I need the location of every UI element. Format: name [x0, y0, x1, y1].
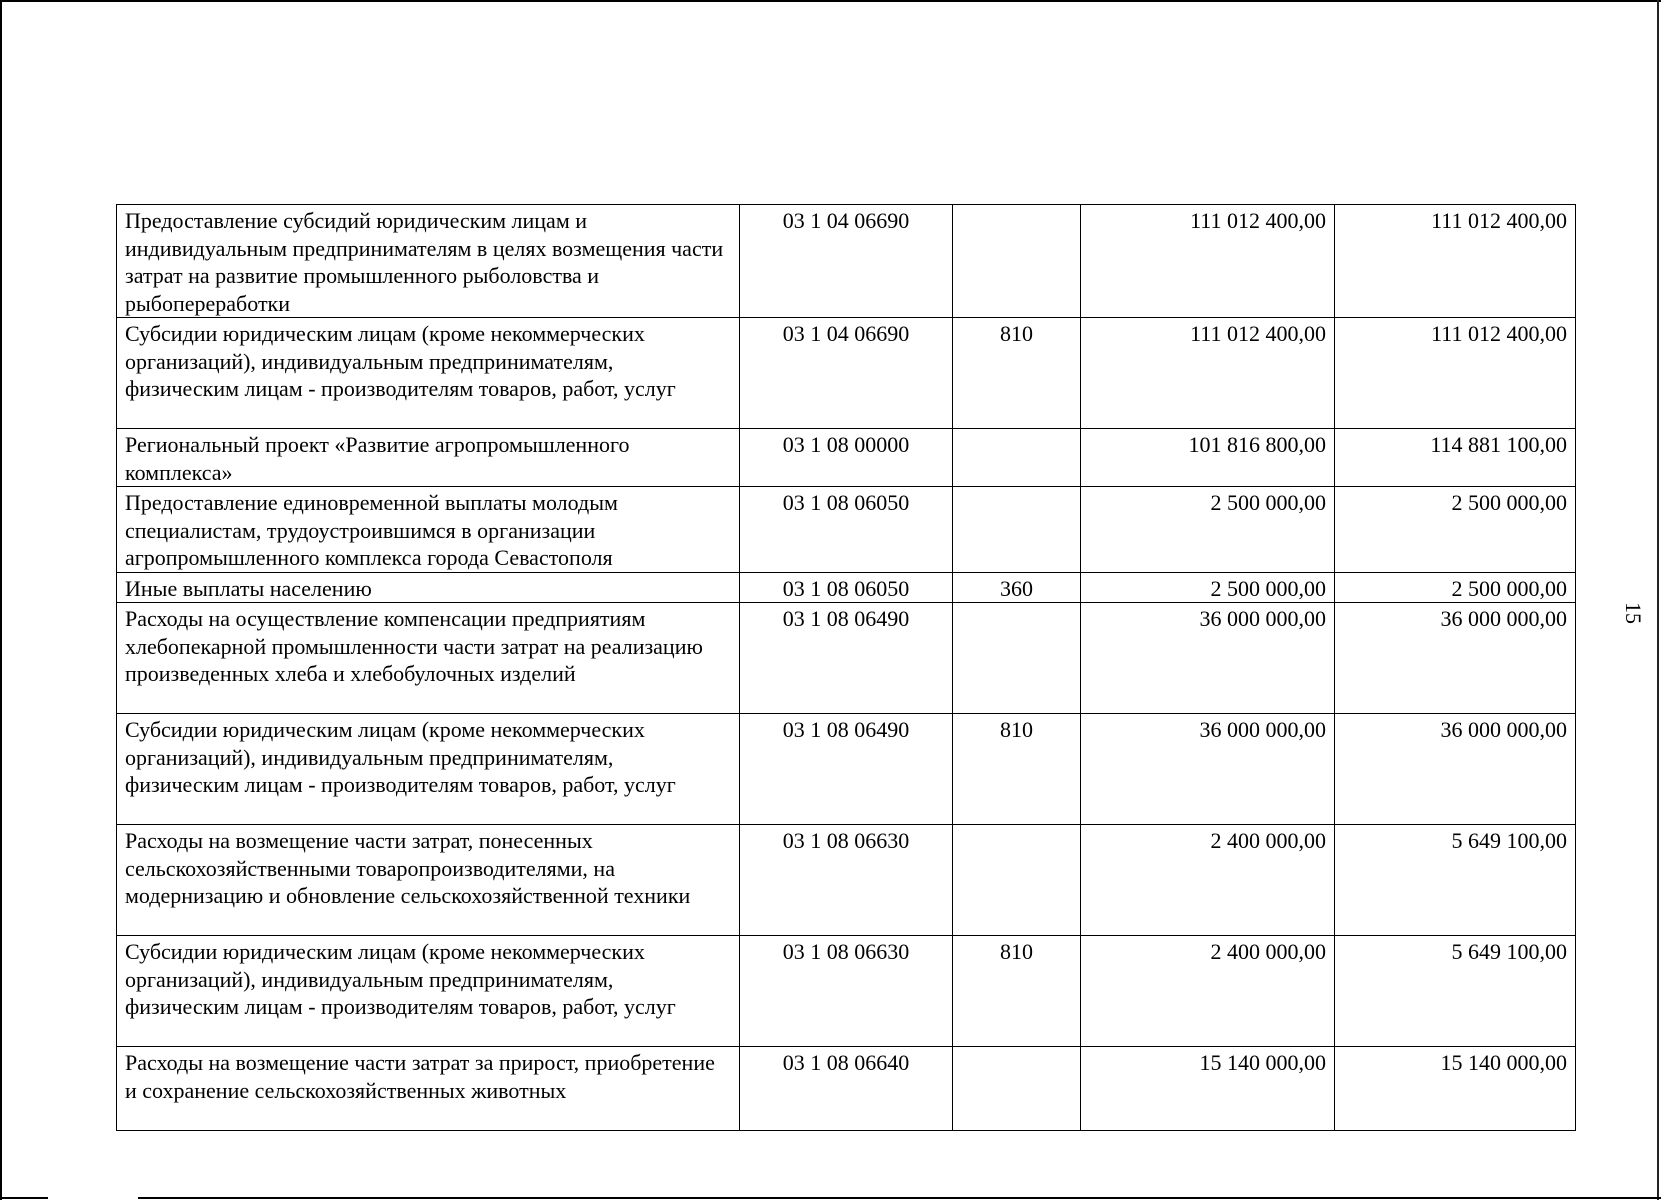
row-amount-2: 36 000 000,00 — [1335, 603, 1576, 714]
row-name: Субсидии юридическим лицам (кроме некоммерческих организаций), индивидуальным предпринимателям, физическим лицам - производителям товаров, работ, услуг — [117, 714, 740, 825]
table-row — [117, 936, 1576, 1047]
row-code: 03 1 08 06490 — [740, 603, 953, 714]
row-expense-type — [953, 1047, 1081, 1131]
row-name: Иные выплаты населению — [117, 572, 740, 603]
table-row — [117, 318, 1576, 429]
row-name: Субсидии юридическим лицам (кроме некоммерческих организаций), индивидуальным предпринимателям, физическим лицам - производителям товаров, работ, услуг — [117, 936, 740, 1047]
table-row — [117, 572, 1576, 603]
row-code: 03 1 08 06630 — [740, 825, 953, 936]
scan-edge-left — [0, 0, 2, 1200]
row-amount-2: 2 500 000,00 — [1335, 572, 1576, 603]
row-amount-2: 111 012 400,00 — [1335, 318, 1576, 429]
row-expense-type — [953, 205, 1081, 318]
budget-table — [116, 204, 1576, 1131]
row-amount-1: 2 400 000,00 — [1081, 936, 1335, 1047]
row-expense-type: 810 — [953, 714, 1081, 825]
row-amount-2: 5 649 100,00 — [1335, 825, 1576, 936]
scan-edge-bottom-left — [0, 1197, 48, 1199]
row-amount-2: 114 881 100,00 — [1335, 429, 1576, 487]
row-code: 03 1 04 06690 — [740, 205, 953, 318]
row-code: 03 1 08 00000 — [740, 429, 953, 487]
row-amount-2: 5 649 100,00 — [1335, 936, 1576, 1047]
row-name: Субсидии юридическим лицам (кроме некоммерческих организаций), индивидуальным предпринимателям, физическим лицам - производителям товаров, работ, услуг — [117, 318, 740, 429]
row-amount-2: 2 500 000,00 — [1335, 487, 1576, 573]
row-expense-type — [953, 487, 1081, 573]
row-code: 03 1 08 06630 — [740, 936, 953, 1047]
scan-edge-top — [0, 0, 1661, 2]
page-number: 15 — [1621, 602, 1646, 624]
row-amount-2: 15 140 000,00 — [1335, 1047, 1576, 1131]
row-expense-type — [953, 603, 1081, 714]
row-amount-1: 2 400 000,00 — [1081, 825, 1335, 936]
row-code: 03 1 08 06640 — [740, 1047, 953, 1131]
row-amount-1: 101 816 800,00 — [1081, 429, 1335, 487]
row-amount-2: 111 012 400,00 — [1335, 205, 1576, 318]
row-expense-type: 810 — [953, 318, 1081, 429]
row-code: 03 1 04 06690 — [740, 318, 953, 429]
scan-edge-right — [1657, 0, 1659, 1200]
row-amount-1: 36 000 000,00 — [1081, 714, 1335, 825]
table-row — [117, 487, 1576, 573]
table-row — [117, 1047, 1576, 1131]
table-row — [117, 714, 1576, 825]
row-amount-1: 2 500 000,00 — [1081, 572, 1335, 603]
row-name: Расходы на возмещение части затрат, понесенных сельскохозяйственными товаропроизводителями, на модернизацию и обновление сельскохозяйственной техники — [117, 825, 740, 936]
row-amount-1: 2 500 000,00 — [1081, 487, 1335, 573]
row-name: Расходы на осуществление компенсации предприятиям хлебопекарной промышленности части затрат на реализацию произведенных хлеба и хлебобулочных изделий — [117, 603, 740, 714]
scan-edge-bottom — [138, 1197, 1661, 1199]
table-row — [117, 429, 1576, 487]
table-row — [117, 825, 1576, 936]
row-expense-type — [953, 429, 1081, 487]
row-code: 03 1 08 06490 — [740, 714, 953, 825]
row-code: 03 1 08 06050 — [740, 572, 953, 603]
row-amount-1: 36 000 000,00 — [1081, 603, 1335, 714]
row-name: Предоставление субсидий юридическим лицам и индивидуальным предпринимателям в целях возмещения части затрат на развитие промышленного рыболовства и рыбопереработки — [117, 205, 740, 318]
row-amount-2: 36 000 000,00 — [1335, 714, 1576, 825]
row-code: 03 1 08 06050 — [740, 487, 953, 573]
row-expense-type: 360 — [953, 572, 1081, 603]
table-row — [117, 603, 1576, 714]
row-name: Региональный проект «Развитие агропромышленного комплекса» — [117, 429, 740, 487]
row-amount-1: 15 140 000,00 — [1081, 1047, 1335, 1131]
row-expense-type — [953, 825, 1081, 936]
row-amount-1: 111 012 400,00 — [1081, 318, 1335, 429]
row-amount-1: 111 012 400,00 — [1081, 205, 1335, 318]
row-name: Предоставление единовременной выплаты молодым специалистам, трудоустроившимся в организации агропромышленного комплекса города Севастополя — [117, 487, 740, 573]
row-name: Расходы на возмещение части затрат за прирост, приобретение и сохранение сельскохозяйственных животных — [117, 1047, 740, 1131]
table-row — [117, 205, 1576, 318]
row-expense-type: 810 — [953, 936, 1081, 1047]
